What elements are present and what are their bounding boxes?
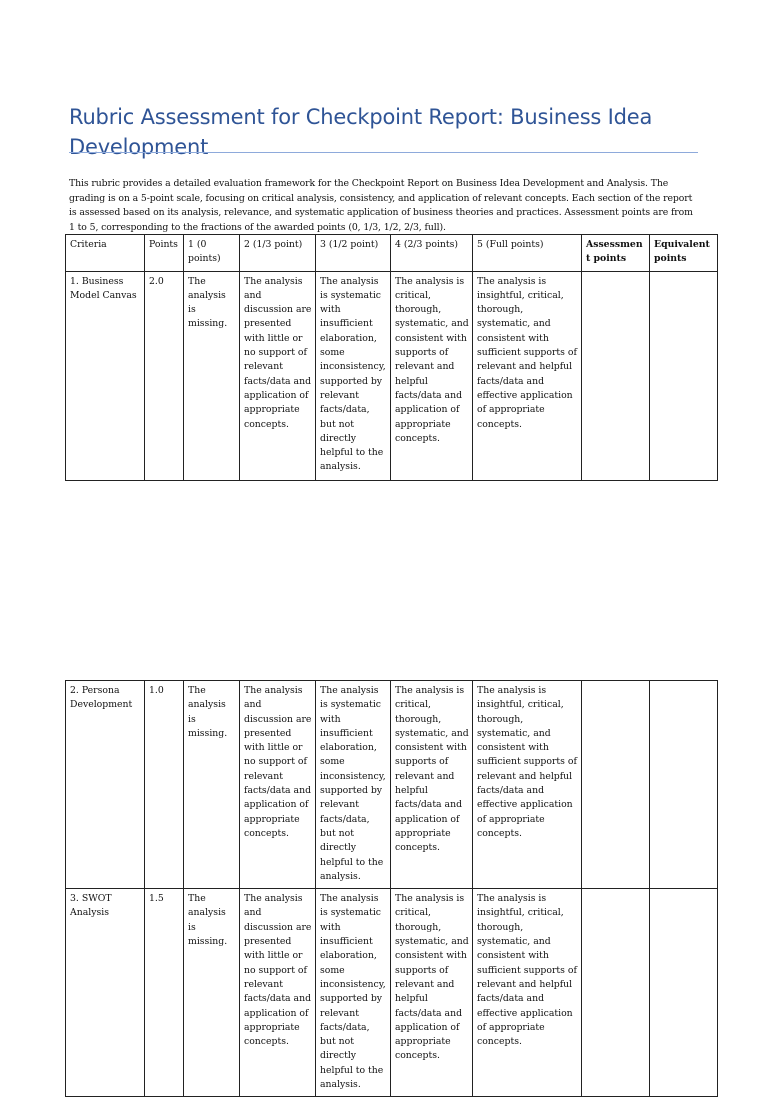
level-4-cell: The analysis is critical, thorough, systematic, and consistent with supports of relevant and helpful facts/data and application of appropriate concepts.: [391, 271, 473, 480]
rubric-table-continued: [65, 680, 718, 1097]
intro-paragraph: This rubric provides a detailed evaluation framework for the Checkpoint Report on Business Idea Development and Analysis. The grading is on a 5-point scale, focusing on critical analysis, consistency, and application of relevant concepts. Each section of the report is assessed based on its analysis, relevance, and systematic application of business theories and practices. Assessment points are from 1 to 5, corresponding to the fractions of the awarded points (0, 1/3, 1/2, 2/3, full).: [69, 178, 693, 233]
header-points: Points: [145, 235, 184, 272]
level-5-cell: The analysis is insightful, critical, thorough, systematic, and consistent with sufficient supports of relevant and helpful facts/data and effective application of appropriate concepts.: [473, 889, 582, 1097]
table-row: [66, 681, 718, 889]
level-2-cell: The analysis and discussion are presented with little or no support of relevant facts/data and application of appropriate concepts.: [240, 889, 316, 1097]
equivalent-points-cell[interactable]: [650, 271, 718, 480]
level-4-cell: The analysis is critical, thorough, systematic, and consistent with supports of relevant and helpful facts/data and application of appropriate concepts.: [391, 889, 473, 1097]
level-1-cell: The analysis is missing.: [184, 271, 240, 480]
points-cell: 1.0: [145, 681, 184, 889]
header-criteria: Criteria: [66, 235, 145, 272]
level-2-cell: The analysis and discussion are presented with little or no support of relevant facts/data and application of appropriate concepts.: [240, 271, 316, 480]
level-1-cell: The analysis is missing.: [184, 681, 240, 889]
level-3-cell: The analysis is systematic with insufficient elaboration, some inconsistency, supported by relevant facts/data, but not directly helpful to the analysis.: [316, 681, 391, 889]
level-1-cell: The analysis is missing.: [184, 889, 240, 1097]
level-4-cell: The analysis is critical, thorough, systematic, and consistent with supports of relevant and helpful facts/data and application of appropriate concepts.: [391, 681, 473, 889]
page-title: Rubric Assessment for Checkpoint Report: Business Idea Development: [69, 105, 653, 160]
header-assessment-points: Assessment points: [582, 235, 650, 272]
header-level-2: 2 (1/3 point): [240, 235, 316, 272]
title-underline: [69, 152, 698, 153]
level-2-cell: The analysis and discussion are presented with little or no support of relevant facts/data and application of appropriate concepts.: [240, 681, 316, 889]
header-level-3: 3 (1/2 point): [316, 235, 391, 272]
points-cell: 2.0: [145, 271, 184, 480]
assessment-points-cell[interactable]: [582, 681, 650, 889]
equivalent-points-cell[interactable]: [650, 889, 718, 1097]
level-5-cell: The analysis is insightful, critical, thorough, systematic, and consistent with sufficient supports of relevant and helpful facts/data and effective application of appropriate concepts.: [473, 681, 582, 889]
table-header-row: [66, 235, 718, 272]
assessment-points-cell[interactable]: [582, 271, 650, 480]
level-3-cell: The analysis is systematic with insufficient elaboration, some inconsistency, supported by relevant facts/data, but not directly helpful to the analysis.: [316, 889, 391, 1097]
header-level-5: 5 (Full points): [473, 235, 582, 272]
table-row: [66, 271, 718, 480]
level-3-cell: The analysis is systematic with insufficient elaboration, some inconsistency, supported by relevant facts/data, but not directly helpful to the analysis.: [316, 271, 391, 480]
rubric-table: [65, 234, 718, 481]
points-cell: 1.5: [145, 889, 184, 1097]
criteria-cell: 2. Persona Development: [66, 681, 145, 889]
header-equivalent-points: Equivalent points: [650, 235, 718, 272]
header-level-4: 4 (2/3 points): [391, 235, 473, 272]
criteria-cell: 1. Business Model Canvas: [66, 271, 145, 480]
criteria-cell: 3. SWOT Analysis: [66, 889, 145, 1097]
level-5-cell: The analysis is insightful, critical, thorough, systematic, and consistent with sufficient supports of relevant and helpful facts/data and effective application of appropriate concepts.: [473, 271, 582, 480]
table-row: [66, 889, 718, 1097]
assessment-points-cell[interactable]: [582, 889, 650, 1097]
equivalent-points-cell[interactable]: [650, 681, 718, 889]
header-level-1: 1 (0 points): [184, 235, 240, 272]
